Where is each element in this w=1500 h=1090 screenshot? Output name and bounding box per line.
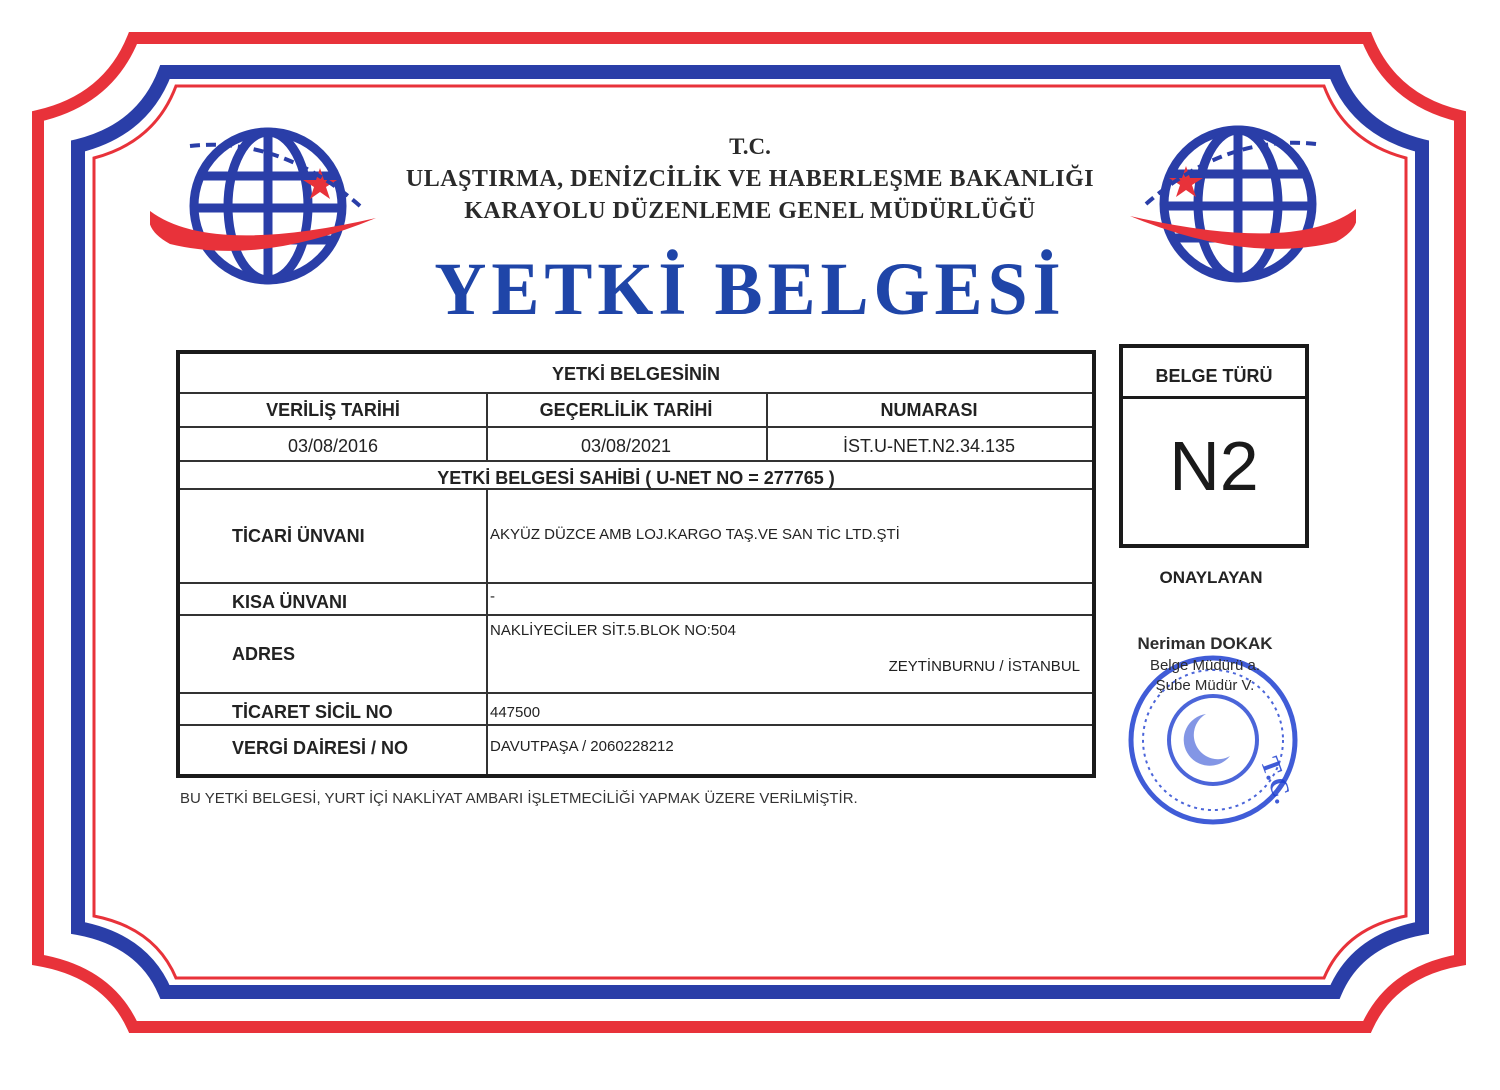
- document-title: YETKİ BELGESİ: [434, 246, 1066, 331]
- registry-value: 447500: [490, 704, 541, 721]
- owner-title: YETKİ BELGESİ SAHİBİ ( U-NET NO = 277765 ): [437, 468, 835, 488]
- document-type-divider: [1123, 396, 1305, 399]
- issue-date-value: 03/08/2016: [287, 436, 379, 456]
- trade-name-value: AKYÜZ DÜZCE AMB LOJ.KARGO TAŞ.VE SAN TİC LTD.ŞTİ: [490, 526, 900, 543]
- approver-title-line2: Şube Müdür V.: [1155, 677, 1255, 694]
- tax-label: VERGİ DAİRESİ / NO: [232, 738, 409, 758]
- column-header-issue-date: VERİLİŞ TARİHİ: [266, 400, 400, 420]
- header-tc: T.C.: [729, 134, 771, 159]
- certificate-number-value: İST.U-NET.N2.34.135: [842, 436, 1016, 456]
- ministry-name: ULAŞTIRMA, DENİZCİLİK VE HABERLEŞME BAKANLIĞI: [405, 166, 1095, 192]
- document-type-label: BELGE TÜRÜ: [1155, 366, 1273, 386]
- approver-title: [1110, 656, 1300, 696]
- validity-date-value: 03/08/2021: [580, 436, 672, 456]
- trade-name-label: TİCARİ ÜNVANI: [232, 526, 365, 546]
- address-label: ADRES: [232, 644, 296, 664]
- document-type-box: [1119, 344, 1309, 548]
- seal-text: T.C.: [1254, 752, 1299, 808]
- approver-label: ONAYLAYAN: [1159, 568, 1263, 587]
- approver-name: Neriman DOKAK: [1137, 634, 1273, 653]
- column-header-validity-date: GEÇERLİLİK TARİHİ: [539, 400, 713, 420]
- section-title: YETKİ BELGESİNİN: [551, 364, 721, 384]
- footer-note: BU YETKİ BELGESİ, YURT İÇİ NAKLİYAT AMBARI İŞLETMECİLİĞİ YAPMAK ÜZERE VERİLMİŞTİR.: [180, 790, 858, 807]
- column-header-number: NUMARASI: [880, 400, 978, 420]
- certificate-table: [176, 350, 1096, 778]
- short-name-label: KISA ÜNVANI: [232, 592, 348, 612]
- address-line2: ZEYTİNBURNU / İSTANBUL: [888, 658, 1080, 675]
- document-type-value: N2: [1169, 427, 1259, 505]
- approver-title-line1: Belge Müdürü a.: [1149, 657, 1261, 674]
- tax-value: DAVUTPAŞA / 2060228212: [490, 738, 674, 755]
- address-line1: NAKLİYECİLER SİT.5.BLOK NO:504: [490, 622, 736, 639]
- registry-label: TİCARET SİCİL NO: [232, 702, 393, 722]
- short-name-value: -: [490, 588, 495, 605]
- directorate-name: KARAYOLU DÜZENLEME GENEL MÜDÜRLÜĞÜ: [464, 198, 1036, 224]
